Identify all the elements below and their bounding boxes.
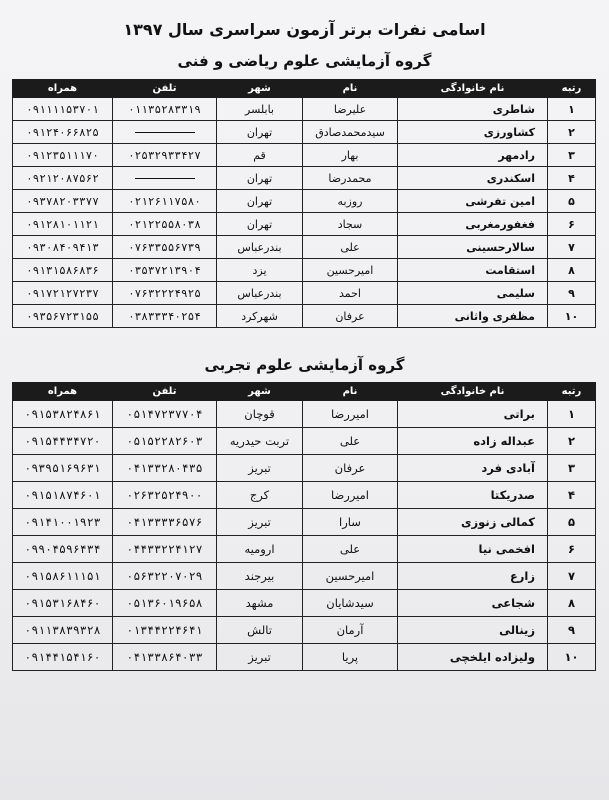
tel-cell: ۰۲۱۲۶۱۱۷۵۸۰ — [113, 190, 217, 213]
mobile-cell: ۰۹۳۹۵۱۶۹۶۳۱ — [13, 455, 113, 482]
name-cell: احمد — [303, 282, 398, 305]
family-cell: براتی — [398, 401, 548, 428]
mobile-cell: ۰۹۳۷۸۲۰۳۳۷۷ — [13, 190, 113, 213]
empty-dash — [135, 132, 195, 133]
city-cell: شهرکرد — [217, 305, 303, 328]
mobile-cell: ۰۹۱۵۳۱۶۸۴۶۰ — [13, 590, 113, 617]
table-row — [13, 455, 596, 482]
rank-cell: ۵ — [548, 190, 596, 213]
rank-cell: ۵ — [548, 509, 596, 536]
tel-cell: ۰۳۸۳۳۳۴۰۲۵۴ — [113, 305, 217, 328]
rank-cell: ۸ — [548, 259, 596, 282]
mobile-cell: ۰۹۱۵۱۸۷۴۶۰۱ — [13, 482, 113, 509]
table-row — [13, 617, 596, 644]
table-row — [13, 167, 596, 190]
rank-cell: ۴ — [548, 167, 596, 190]
name-cell: امیرحسین — [303, 259, 398, 282]
table-math-group — [12, 79, 596, 328]
tel-cell: ۰۷۶۳۲۲۲۴۹۲۵ — [113, 282, 217, 305]
tel-cell: ۰۱۳۴۴۲۲۴۶۴۱ — [113, 617, 217, 644]
table-row — [13, 282, 596, 305]
mobile-cell: ۰۹۱۴۴۱۵۴۱۶۰ — [13, 644, 113, 671]
rank-cell: ۱۰ — [548, 644, 596, 671]
mobile-cell: ۰۹۱۳۱۵۸۶۸۳۶ — [13, 259, 113, 282]
tel-cell: ۰۴۱۳۳۲۸۰۴۳۵ — [113, 455, 217, 482]
city-cell: بندرعباس — [217, 236, 303, 259]
city-cell: تبریز — [217, 644, 303, 671]
header-mobile: همراه — [13, 383, 113, 401]
family-cell: شاطری — [398, 98, 548, 121]
tel-cell: ۰۷۶۳۳۵۵۶۷۳۹ — [113, 236, 217, 259]
rank-cell: ۹ — [548, 282, 596, 305]
mobile-cell: ۰۹۳۰۸۴۰۹۴۱۳ — [13, 236, 113, 259]
tel-cell — [113, 167, 217, 190]
header-family: نام خانوادگی — [398, 80, 548, 98]
family-cell: استقامت — [398, 259, 548, 282]
rank-cell: ۱ — [548, 401, 596, 428]
name-cell: علی — [303, 428, 398, 455]
mobile-cell: ۰۹۳۵۶۷۲۳۱۵۵ — [13, 305, 113, 328]
family-cell: امین تفرشی — [398, 190, 548, 213]
name-cell: سیدمحمدصادق — [303, 121, 398, 144]
table-row — [13, 98, 596, 121]
table-row — [13, 213, 596, 236]
tel-cell: ۰۲۱۲۲۵۵۸۰۳۸ — [113, 213, 217, 236]
city-cell: کرج — [217, 482, 303, 509]
mobile-cell: ۰۹۱۲۴۰۶۶۸۲۵ — [13, 121, 113, 144]
empty-dash — [135, 178, 195, 179]
name-cell: علی — [303, 236, 398, 259]
mobile-cell: ۰۹۱۲۳۵۱۱۱۷۰ — [13, 144, 113, 167]
family-cell: زارع — [398, 563, 548, 590]
family-cell: مظفری واثانی — [398, 305, 548, 328]
family-cell: کشاورزی — [398, 121, 548, 144]
header-family: نام خانوادگی — [398, 383, 548, 401]
rank-cell: ۶ — [548, 536, 596, 563]
rank-cell: ۲ — [548, 121, 596, 144]
table-row — [13, 401, 596, 428]
group-title-experimental: گروه آزمایشی علوم تجربی — [204, 356, 405, 374]
table-header-row — [13, 383, 596, 401]
name-cell: آرمان — [303, 617, 398, 644]
name-cell: سجاد — [303, 213, 398, 236]
family-cell: زینالی — [398, 617, 548, 644]
mobile-cell: ۰۹۹۰۴۵۹۶۴۳۴ — [13, 536, 113, 563]
tel-cell: ۰۲۵۳۲۹۳۳۴۲۷ — [113, 144, 217, 167]
table-experimental-group — [12, 382, 596, 671]
rank-cell: ۷ — [548, 236, 596, 259]
header-rank: رتبه — [548, 80, 596, 98]
table-row — [13, 428, 596, 455]
page-title: اسامی نفرات برتر آزمون سراسری سال ۱۳۹۷ — [123, 20, 486, 39]
name-cell: سارا — [303, 509, 398, 536]
table-row — [13, 536, 596, 563]
family-cell: کمالی زنوزی — [398, 509, 548, 536]
city-cell: تهران — [217, 213, 303, 236]
header-tel: تلفن — [113, 383, 217, 401]
mobile-cell: ۰۹۱۵۸۶۱۱۱۵۱ — [13, 563, 113, 590]
tel-cell — [113, 121, 217, 144]
city-cell: قم — [217, 144, 303, 167]
city-cell: بیرجند — [217, 563, 303, 590]
name-cell: بهار — [303, 144, 398, 167]
name-cell: امیرحسین — [303, 563, 398, 590]
tel-cell: ۰۴۱۳۳۳۳۶۵۷۶ — [113, 509, 217, 536]
name-cell: امیررضا — [303, 401, 398, 428]
name-cell: پریا — [303, 644, 398, 671]
name-cell: روزبه — [303, 190, 398, 213]
table-row — [13, 644, 596, 671]
name-cell: سیدشایان — [303, 590, 398, 617]
tel-cell: ۰۲۶۳۲۵۲۴۹۰۰ — [113, 482, 217, 509]
name-cell: امیررضا — [303, 482, 398, 509]
mobile-cell: ۰۹۲۱۲۰۸۷۵۶۲ — [13, 167, 113, 190]
mobile-cell: ۰۹۱۱۱۱۵۳۷۰۱ — [13, 98, 113, 121]
city-cell: تربت حیدریه — [217, 428, 303, 455]
family-cell: شجاعی — [398, 590, 548, 617]
table-row — [13, 509, 596, 536]
city-cell: تهران — [217, 167, 303, 190]
header-city: شهر — [217, 80, 303, 98]
city-cell: قوچان — [217, 401, 303, 428]
city-cell: بابلسر — [217, 98, 303, 121]
table-row — [13, 590, 596, 617]
name-cell: عرفان — [303, 305, 398, 328]
rank-cell: ۸ — [548, 590, 596, 617]
name-cell: علیرضا — [303, 98, 398, 121]
name-cell: عرفان — [303, 455, 398, 482]
mobile-cell: ۰۹۱۱۳۸۳۹۳۲۸ — [13, 617, 113, 644]
family-cell: عبداله زاده — [398, 428, 548, 455]
family-cell: آبادی فرد — [398, 455, 548, 482]
family-cell: سالارحسینی — [398, 236, 548, 259]
table-row — [13, 305, 596, 328]
city-cell: بندرعباس — [217, 282, 303, 305]
table-row — [13, 190, 596, 213]
family-cell: صدریکتا — [398, 482, 548, 509]
table-row — [13, 144, 596, 167]
family-cell: فغفورمغربی — [398, 213, 548, 236]
name-cell: علی — [303, 536, 398, 563]
tel-cell: ۰۴۱۳۳۸۶۴۰۳۳ — [113, 644, 217, 671]
rank-cell: ۹ — [548, 617, 596, 644]
header-mobile: همراه — [13, 80, 113, 98]
tel-cell: ۰۵۶۳۲۲۰۷۰۲۹ — [113, 563, 217, 590]
city-cell: تبریز — [217, 509, 303, 536]
city-cell: مشهد — [217, 590, 303, 617]
family-cell: اسکندری — [398, 167, 548, 190]
city-cell: ارومیه — [217, 536, 303, 563]
city-cell: یزد — [217, 259, 303, 282]
city-cell: تهران — [217, 121, 303, 144]
rank-cell: ۶ — [548, 213, 596, 236]
mobile-cell: ۰۹۱۷۲۱۲۷۲۳۷ — [13, 282, 113, 305]
tel-cell: ۰۳۵۳۷۲۱۳۹۰۴ — [113, 259, 217, 282]
tel-cell: ۰۵۱۳۶۰۱۹۶۵۸ — [113, 590, 217, 617]
rank-cell: ۴ — [548, 482, 596, 509]
city-cell: تهران — [217, 190, 303, 213]
rank-cell: ۱۰ — [548, 305, 596, 328]
table-row — [13, 563, 596, 590]
family-cell: رادمهر — [398, 144, 548, 167]
table-header-row — [13, 80, 596, 98]
mobile-cell: ۰۹۱۵۴۴۳۴۷۲۰ — [13, 428, 113, 455]
header-rank: رتبه — [548, 383, 596, 401]
header-city: شهر — [217, 383, 303, 401]
rank-cell: ۱ — [548, 98, 596, 121]
group-title-math: گروه آزمایشی علوم ریاضی و فنی — [177, 52, 432, 70]
table-row — [13, 259, 596, 282]
name-cell: محمدرضا — [303, 167, 398, 190]
tel-cell: ۰۱۱۳۵۲۸۳۳۱۹ — [113, 98, 217, 121]
rank-cell: ۳ — [548, 144, 596, 167]
table-row — [13, 236, 596, 259]
rank-cell: ۳ — [548, 455, 596, 482]
rank-cell: ۷ — [548, 563, 596, 590]
family-cell: افخمی نیا — [398, 536, 548, 563]
table-row — [13, 121, 596, 144]
tel-cell: ۰۵۱۵۲۲۸۲۶۰۳ — [113, 428, 217, 455]
mobile-cell: ۰۹۱۴۱۰۰۱۹۲۳ — [13, 509, 113, 536]
header-tel: تلفن — [113, 80, 217, 98]
table-row — [13, 482, 596, 509]
rank-cell: ۲ — [548, 428, 596, 455]
family-cell: سلیمی — [398, 282, 548, 305]
mobile-cell: ۰۹۱۵۳۸۲۴۸۶۱ — [13, 401, 113, 428]
family-cell: ولیزاده ایلخچی — [398, 644, 548, 671]
city-cell: تبریز — [217, 455, 303, 482]
mobile-cell: ۰۹۱۲۸۱۰۱۱۲۱ — [13, 213, 113, 236]
tel-cell: ۰۵۱۴۷۲۳۷۷۰۴ — [113, 401, 217, 428]
header-name: نام — [303, 80, 398, 98]
tel-cell: ۰۴۴۳۳۲۲۴۱۲۷ — [113, 536, 217, 563]
city-cell: تالش — [217, 617, 303, 644]
header-name: نام — [303, 383, 398, 401]
